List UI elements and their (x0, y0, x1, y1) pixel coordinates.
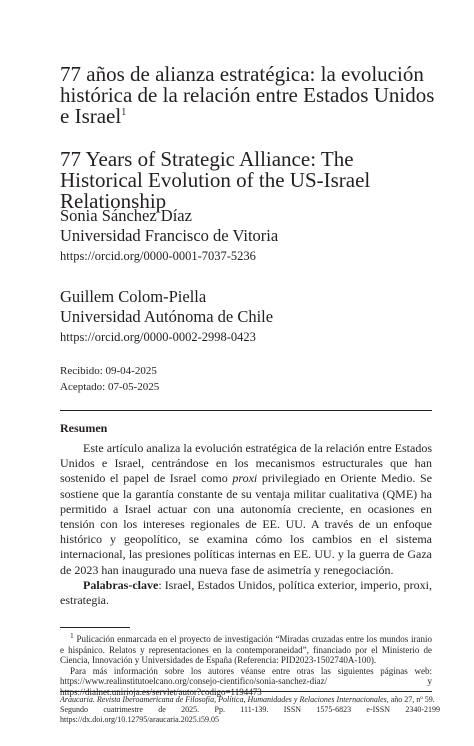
title-spanish-text: 77 años de alianza estratégica: la evolución histórica de la relación entre Estados Unidos e Israel (60, 62, 435, 128)
author-name: Guillem Colom-Piella (60, 287, 207, 306)
journal-details[interactable]: Segundo cuatrimestre de 2025. Pp. 111-139. ISSN 1575-6823 e-ISSN 2340-2199 https://dx.doi.org/10.12795/araucaria.2025.i59.05 (60, 705, 440, 724)
keywords (60, 578, 432, 608)
abstract-heading: Resumen (60, 421, 108, 435)
journal-divider (60, 691, 432, 692)
abstract-text: Este artículo analiza la evolución estratégica de la relación entre Estados Unidos e Israel, centrándose en los mecanismos estructurales que han sostenido el papel de Israel como (60, 441, 432, 486)
footnote-author-links[interactable]: Para más información sobre los autores véanse entre otras las siguientes páginas web: https://www.realinstitutoelcano.org/consejo-cientifico/sonia-sanchez-diaz/ y https://dialnet.unirioja.es/servlet/autor?codigo=1194473 (60, 665, 432, 697)
footnote-text: Pulicación enmarcada en el proyecto de investigación “Miradas cruzadas entre los mundos iranio e hispánico. Relatos y representaciones en la contemporaneidad”, financiado por el Ministerio de Ciencia, Innovación y Universidades de España (Referencia: PID2023-1502740A-100). (60, 634, 432, 666)
abstract-text: privilegiado en Oriente Medio. Se sostiene que la garantía constante de su ventaja militar cualitativa (QME) ha permitido a Israel actuar con una autonomía creciente, en ocasiones en tensión con los intereses regionales de EE. UU. A través de un enfoque histórico y geopolítico, se examina cómo los cambios en el sistema internacional, las presiones políticas internas en EE. UU. y la guerra de Gaza de 2023 han inaugurado una nueva fase de asimetría y renegociación. (60, 471, 432, 577)
author-affiliation: Universidad Francisco de Vitoria (60, 226, 279, 245)
keywords-label: Palabras-clave (83, 578, 159, 592)
abstract-italic-term: proxi (232, 471, 258, 486)
footnote (60, 631, 432, 698)
journal-issue: , año 27, nº 59. (386, 695, 435, 704)
received-date: Recibido: 09-04-2025 (60, 365, 157, 377)
author-affiliation: Universidad Autónoma de Chile (60, 307, 274, 326)
accepted-date: Aceptado: 07-05-2025 (60, 381, 160, 393)
author-orcid-link[interactable]: https://orcid.org/0000-0002-2998-0423 (60, 330, 256, 344)
abstract-body (60, 441, 432, 578)
section-divider (60, 410, 432, 411)
journal-citation (60, 695, 440, 725)
footnote-divider (60, 627, 130, 628)
author-name: Sonia Sánchez Díaz (60, 206, 192, 225)
journal-name: Araucaria. Revista Iberoamericana de Filosofía, Política, Humanidades y Relaciones Internacionales (60, 695, 387, 704)
keywords-list: : Israel, Estados Unidos, política exterior, imperio, proxi, estrategia. (60, 578, 432, 608)
footnote-marker[interactable]: 1 (121, 107, 127, 118)
title-spanish (60, 64, 440, 127)
footnote-number: 1 (70, 631, 74, 640)
title-english: 77 Years of Strategic Alliance: The Historical Evolution of the US-Israel Relationship (60, 147, 371, 213)
author-orcid-link[interactable]: https://orcid.org/0000-0001-7037-5236 (60, 249, 256, 263)
